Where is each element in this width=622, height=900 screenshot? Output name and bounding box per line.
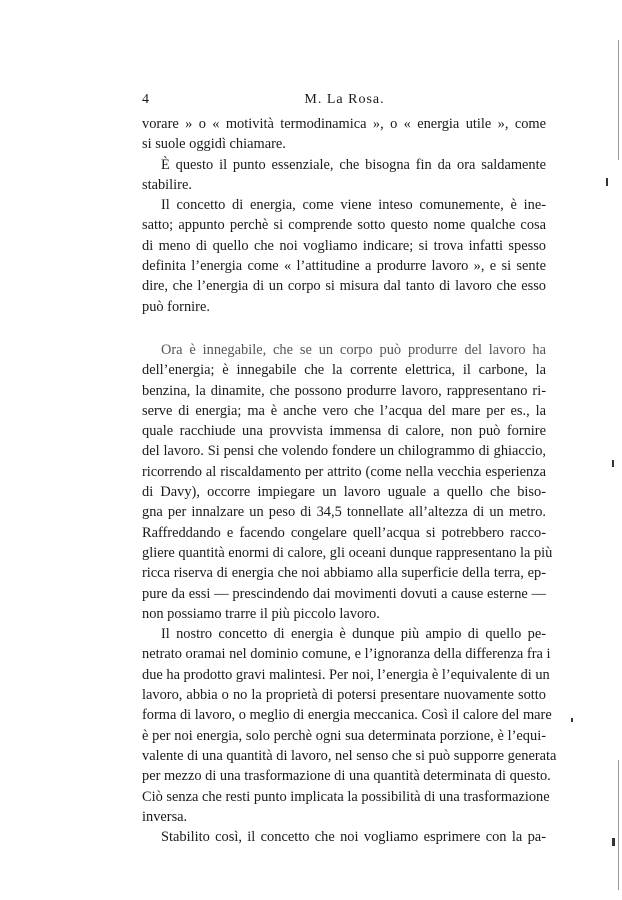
scan-edge-mark	[612, 460, 614, 467]
text-line: Stabilito così, il concetto che noi vogliamo esprimere con la pa-	[161, 829, 546, 846]
text-line: satto; appunto perchè si comprende sotto questo nome qualche cosa	[142, 217, 546, 234]
text-line: quale racchiude una provvista immensa di calore, non può fornire	[142, 423, 546, 440]
text-line: inversa.	[142, 808, 188, 825]
paragraph	[142, 114, 546, 155]
text-line: benzina, la dinamite, che possono produrre lavoro, rappresentano ri-	[142, 382, 546, 399]
text-line: vorare » o « motività termodinamica », o « energia utile », come	[142, 116, 546, 132]
text-line: di meno di quello che noi vogliamo indicare; si trova infatti spesso	[142, 237, 546, 254]
paragraph	[142, 195, 546, 317]
text-line: dell’energia; è innegabile che la corrente elettrica, il carbone, la	[142, 362, 546, 379]
text-line: definita l’energia come « l’attitudine a produrre lavoro », e si sente	[142, 258, 546, 275]
text-line: per mezzo di una trasformazione di una quantità determinata di questo.	[142, 768, 551, 785]
text-line: Ora è innegabile, che se un corpo può produrre del lavoro ha	[161, 341, 546, 358]
text-line: gliere quantità enormi di calore, gli oceani dunque rappresentano la più	[142, 544, 553, 561]
text-line: si suole oggidì chiamare.	[142, 136, 286, 153]
text-line: È questo il punto essenziale, che bisogna fin da ora saldamente	[161, 156, 546, 173]
text-line: pure da essi — prescindendo dai movimenti dovuti a cause esterne —	[142, 585, 546, 602]
text-line: non possiamo trarre il più piccolo lavoro.	[142, 605, 380, 622]
text-line: Ciò senza che resti punto implicata la possibilità di una trasformazione	[142, 788, 550, 805]
scan-edge-mark	[618, 760, 619, 890]
body-text	[142, 114, 557, 847]
text-line: del lavoro. Si pensi che volendo fondere un chilogrammo di ghiaccio,	[142, 443, 546, 460]
text-line: può fornire.	[142, 298, 210, 315]
paragraph	[142, 340, 553, 624]
running-head: M. La Rosa.	[304, 92, 385, 107]
scan-edge-mark	[571, 718, 573, 722]
text-line: è per noi energia, solo perchè ogni sua determinata porzione, è l’equi-	[142, 727, 546, 744]
text-line: valente di una quantità di lavoro, nel senso che si può supporre generata	[142, 747, 557, 764]
text-line: ricorrendo al riscaldamento per attrito (come nella vecchia esperienza	[142, 463, 546, 480]
scan-edge-mark	[618, 40, 619, 160]
text-line: stabilire.	[142, 176, 192, 193]
paragraph	[142, 624, 557, 827]
text-line: ricca riserva di energia che noi abbiamo alla superficie della terra, ep-	[142, 565, 546, 582]
text-line: Raffreddando e facendo congelare quell’acqua si potrebbero racco-	[142, 524, 546, 541]
text-line: gna per innalzare un peso di 34,5 tonnellate all’altezza di un metro.	[142, 504, 546, 521]
text-line: Il nostro concetto di energia è dunque più ampio di quello pe-	[161, 626, 546, 643]
text-line: forma di lavoro, o meglio di energia meccanica. Così il calore del mare	[142, 707, 552, 724]
text-line: due ha prodotto gravi malintesi. Per noi, l’energia è l’equivalente di un	[142, 666, 550, 683]
text-line: dire, che l’energia di un corpo si misura dal tanto di lavoro che esso	[142, 278, 546, 295]
scan-edge-mark	[612, 838, 615, 846]
text-line: serve di energia; ma è anche vero che l’acqua del mare per es., la	[142, 402, 546, 419]
scan-edge-mark	[606, 178, 608, 186]
paragraph-gap	[142, 317, 546, 340]
text-line: netrato oramai nel dominio comune, e l’ignoranza della differenza fra i	[142, 646, 551, 663]
paragraph	[142, 155, 546, 196]
text-line: Il concetto di energia, come viene inteso comunemente, è ine-	[161, 197, 546, 214]
page-number: 4	[142, 92, 149, 107]
page-header	[142, 92, 547, 112]
paragraph	[142, 827, 546, 847]
text-line: di Davy), occorre impiegare un lavoro uguale a quello che biso-	[142, 484, 546, 501]
text-line: lavoro, abbia o no la proprietà di potersi presentare nuovamente sotto	[142, 687, 546, 704]
